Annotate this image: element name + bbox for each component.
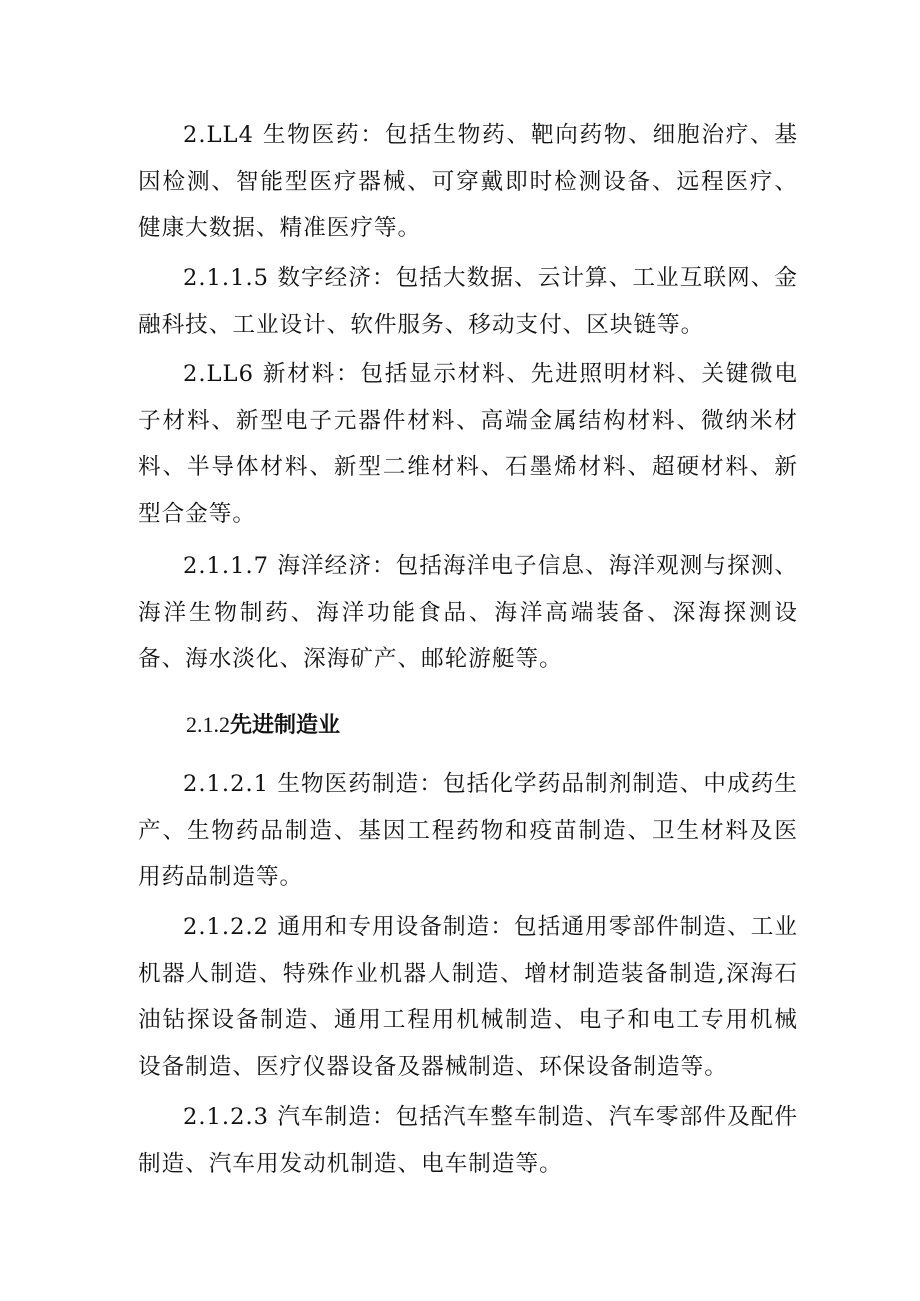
paragraph-text: 数字经济：包括大数据、云计算、工业互联网、金融科技、工业设计、软件服务、移动支付、区块链等。	[138, 265, 799, 338]
paragraph-equipment-manufacturing	[138, 904, 798, 1090]
paragraph-text: 新材料：包括显示材料、先进照明材料、关键微电子材料、新型电子元器件材料、高端金属结构材料、微纳米材料、半导体材料、新型二维材料、石墨烯材料、超硬材料、新型合金等。	[138, 361, 799, 527]
paragraph-biomedical-manufacturing	[138, 761, 798, 901]
paragraph-text: 通用和专用设备制造：包括通用零部件制造、工业机器人制造、特殊作业机器人制造、增材制造装备制造,深海石油钻探设备制造、通用工程用机械制造、电子和电工专用机械设备制造、医疗仪器设备及器械制造、环保设备制造等。	[138, 914, 799, 1080]
paragraph-number: 2.1.2.3	[183, 1104, 270, 1130]
paragraph-new-materials	[138, 351, 798, 537]
section-heading-title: 先进制造业	[230, 713, 341, 738]
paragraph-number: 2.1.2.2	[183, 914, 270, 940]
paragraph-automobile-manufacturing	[138, 1094, 798, 1187]
section-heading-number: 2.1.2	[186, 712, 230, 737]
paragraph-number: 2.LL4	[183, 122, 254, 148]
paragraph-number: 2.LL6	[183, 361, 254, 387]
paragraph-number: 2.1.2.1	[183, 771, 270, 797]
paragraph-biomedicine	[138, 112, 798, 252]
paragraph-text: 生物医药制造：包括化学药品制剂制造、中成药生产、生物药品制造、基因工程药物和疫苗制造、卫生材料及医用药品制造等。	[138, 771, 799, 890]
paragraph-text: 生物医药：包括生物药、靶向药物、细胞治疗、基因检测、智能型医疗器械、可穿戴即时检测设备、远程医疗、健康大数据、精准医疗等。	[138, 122, 799, 241]
paragraph-marine-economy	[138, 543, 798, 683]
paragraph-text: 汽车制造：包括汽车整车制造、汽车零部件及配件制造、汽车用发动机制造、电车制造等。	[138, 1104, 799, 1177]
section-heading	[186, 702, 340, 749]
paragraph-text: 海洋经济：包括海洋电子信息、海洋观测与探测、海洋生物制药、海洋功能食品、海洋高端装备、深海探测设备、海水淡化、深海矿产、邮轮游艇等。	[138, 553, 799, 672]
paragraph-number: 2.1.1.5	[183, 265, 270, 291]
paragraph-number: 2.1.1.7	[183, 553, 270, 579]
paragraph-digital-economy	[138, 255, 798, 348]
